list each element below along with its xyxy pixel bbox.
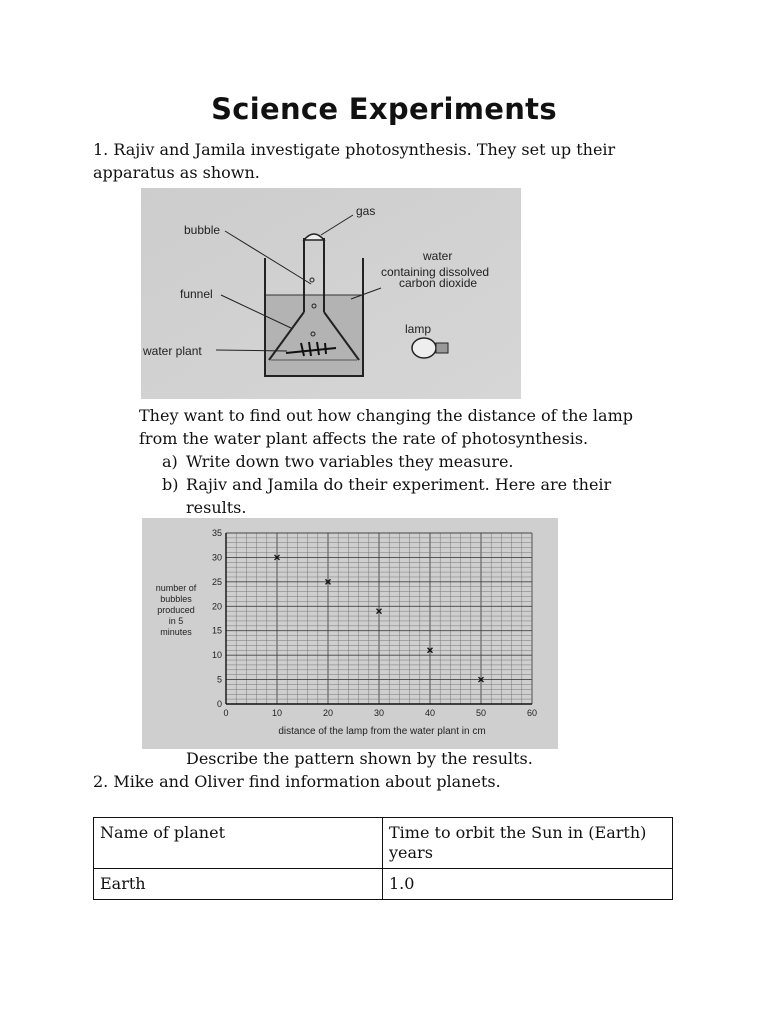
x-tick-label: 20 (322, 708, 334, 718)
label-water: water (423, 249, 453, 263)
table-cell: Earth (94, 869, 383, 900)
table-header-row (94, 818, 673, 869)
y-tick-label: 25 (211, 576, 222, 587)
label-water-plant: water plant (143, 344, 202, 358)
part-b-text: Rajiv and Jamila do their experiment. Here are their results. (186, 475, 612, 517)
y-axis-label-line: in 5 (168, 616, 184, 626)
x-tick-label: 0 (223, 708, 229, 718)
describe-pattern: Describe the pattern shown by the results. (186, 749, 533, 768)
label-bubble: bubble (184, 223, 221, 237)
y-axis-label-line: bubbles (160, 594, 192, 604)
x-tick-label: 40 (424, 708, 436, 718)
y-axis-label-line: minutes (160, 627, 192, 637)
part-a-marker: a) (162, 452, 178, 471)
label-water-desc-1: containing dissolved (381, 265, 490, 279)
part-a-text: Write down two variables they measure. (186, 452, 514, 471)
apparatus-diagram-photo (141, 188, 521, 399)
question-1-paragraph: They want to find out how changing the distance of the lamp from the water plant affects the rate of photosynthesis. (139, 406, 633, 448)
planets-table (93, 817, 673, 900)
y-tick-label: 0 (216, 699, 222, 709)
y-tick-label: 5 (216, 674, 222, 685)
x-axis-label: distance of the lamp from the water plant in cm (278, 726, 486, 737)
y-tick-label: 30 (211, 552, 222, 563)
x-tick-label: 60 (526, 708, 538, 718)
part-b-marker: b) (162, 475, 179, 494)
question-2-intro: 2. Mike and Oliver find information about planets. (93, 772, 501, 791)
x-tick-label: 30 (373, 708, 385, 718)
page-title: Science Experiments (211, 92, 557, 126)
y-axis-label-line: number of (155, 583, 197, 593)
question-1-intro: 1. Rajiv and Jamila investigate photosynthesis. They set up their apparatus as shown. (93, 140, 616, 182)
table-header-cell: Time to orbit the Sun in (Earth) years (383, 818, 673, 869)
x-tick-label: 10 (271, 708, 283, 718)
y-axis-label-line: produced (157, 605, 195, 615)
table-header-cell: Name of planet (94, 818, 383, 869)
results-chart (142, 518, 558, 749)
table-cell: 1.0 (383, 869, 673, 900)
y-tick-label: 15 (211, 625, 222, 636)
y-tick-label: 10 (211, 650, 222, 661)
label-water-desc-2: carbon dioxide (399, 276, 478, 290)
label-funnel: funnel (180, 287, 213, 301)
results-graph-photo (142, 518, 558, 749)
table-row (94, 869, 673, 900)
label-lamp: lamp (405, 322, 432, 336)
y-tick-label: 20 (211, 601, 222, 612)
y-tick-label: 35 (211, 528, 222, 538)
label-gas: gas (356, 204, 376, 218)
x-tick-label: 50 (475, 708, 487, 718)
